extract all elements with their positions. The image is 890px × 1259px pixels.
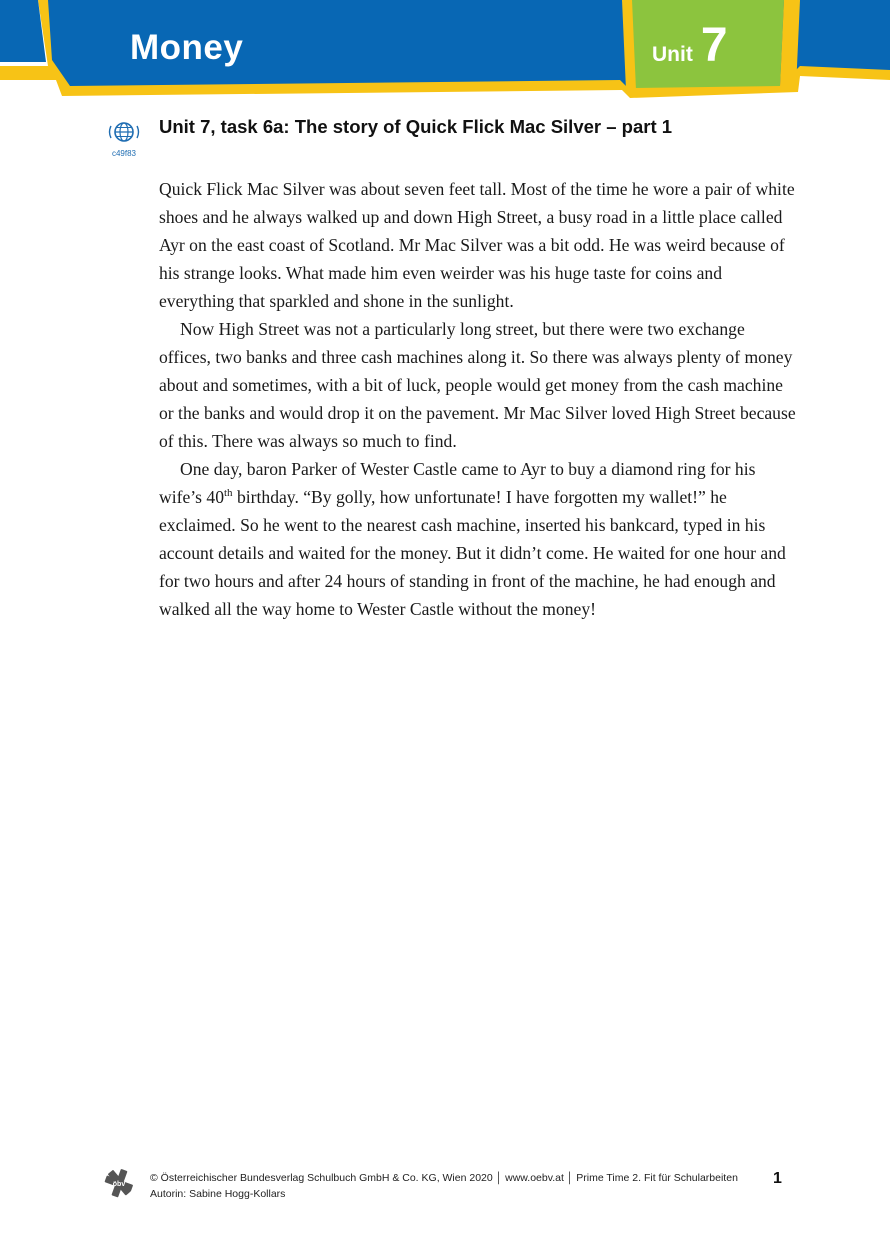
globe-audio-icon: [106, 118, 142, 146]
story-paragraph-3: [159, 455, 799, 623]
page-number: 1: [773, 1170, 782, 1187]
web-code: c49f83: [111, 149, 137, 158]
ordinal-suffix: th: [224, 487, 233, 500]
unit-word: Unit: [652, 43, 693, 66]
footer-author: Autorin: Sabine Hogg-Kollars: [150, 1188, 286, 1200]
story-paragraph-3-part-a: One day, baron Parker of Wester Castle came to Ayr to buy a diamond ring for his wife’s 40: [159, 459, 756, 507]
story-paragraph-3-part-b: birthday. “By golly, how unfortunate! I have forgotten my wallet!” he exclaimed. So he went to the nearest cash machine, inserted his bankcard, typed in his account details and waited for the money. But it didn’t come. He waited for one hour and for two hours and after 24 hours of standing in front of the machine, he had enough and walked all the way home to Wester Castle without the money!: [159, 487, 786, 619]
header-banner: [0, 0, 890, 110]
unit-title: Money: [130, 28, 244, 67]
story-paragraph-1: Quick Flick Mac Silver was about seven feet tall. Most of the time he wore a pair of white shoes and he always walked up and down High Street, a busy road in a little place called Ayr on the east coast of Scotland. Mr Mac Silver was a bit odd. He was weird because of his strange looks. What made him even weirder was his huge taste for coins and everything that sparkled and shone in the sunlight.: [159, 179, 795, 311]
story-paragraph-2: Now High Street was not a particularly long street, but there were two exchange offices, two banks and three cash machines along it. So there was always plenty of money about and sometimes, with a bit of luck, people would get money from the cash machine or the banks and would drop it on the pavement. Mr Mac Silver loved High Street because of this. There was always so much to find.: [159, 319, 796, 451]
unit-number: 7: [700, 19, 728, 72]
oebv-logo: [104, 1168, 134, 1198]
web-code-link[interactable]: [106, 118, 142, 158]
svg-text:öbv: öbv: [112, 1181, 126, 1188]
unit-badge: [652, 18, 728, 73]
footer-copyright: [150, 1170, 738, 1202]
story-text: [159, 175, 799, 623]
task-heading: Unit 7, task 6a: The story of Quick Flick Mac Silver – part 1: [159, 116, 673, 137]
footer-line-1: © Österreichischer Bundesverlag Schulbuch GmbH & Co. KG, Wien 2020 │ www.oebv.at │ Prime Time 2. Fit für Schularbeiten: [150, 1172, 738, 1184]
